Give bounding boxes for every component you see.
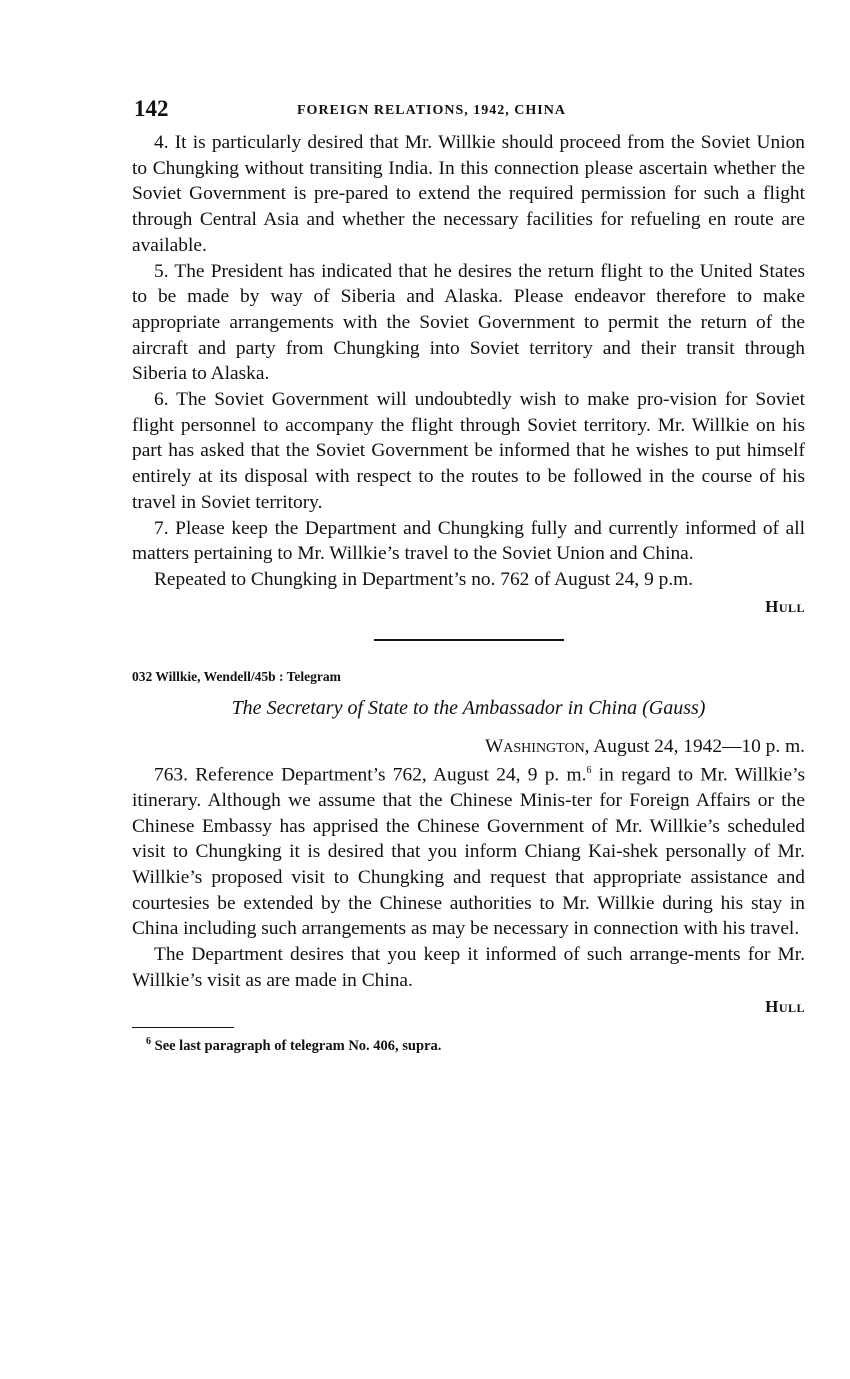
page-header: [132, 96, 805, 130]
page-number: 142: [134, 96, 169, 121]
dateline-place: Washington,: [484, 735, 590, 757]
repeated-note: Repeated to Chungking in Department’s no. 762 of August 24, 9 p.m.: [154, 568, 694, 590]
telegram-paragraph-2: The Department desires that you keep it informed of such arrange-ments for Mr. Willkie’s visit as are made in China.: [132, 944, 805, 991]
footnote: [132, 1036, 805, 1055]
footnote-reference[interactable]: 6: [586, 764, 592, 776]
telegram-paragraph-1-rest: in regard to Mr. Willkie’s itinerary. Although we assume that the Chinese Minis-ter for Foreign Affairs or the Chinese Embassy has apprised the Chinese Government of Mr. Willkie’s scheduled visit to Chungking it is desired that you inform Chiang Kai-shek personally of Mr. Willkie’s proposed visit to Chungking and request that appropriate assistance and courtesies be extended by the Chinese authorities to Mr. Willkie during his stay in China including such arrangements as may be necessary in connection with his travel.: [132, 764, 806, 940]
dateline-date: August 24, 1942—10 p. m.: [589, 735, 805, 757]
running-head: FOREIGN RELATIONS, 1942, CHINA: [297, 103, 566, 118]
footnote-marker: 6: [146, 1036, 151, 1048]
paragraph-5: 5. The President has indicated that he desires the return flight to the United States to be made by way of Siberia and Alaska. Please endeavor therefore to make appropriate arrangements with the Soviet Government to permit the return of the aircraft and party from Chungking into Soviet territory and their transit through Siberia to Alaska.: [132, 260, 805, 385]
paragraph-7: 7. Please keep the Department and Chungking fully and currently informed of all matters pertaining to Mr. Willkie’s travel to the Soviet Union and China.: [132, 517, 805, 565]
signature-hull-2: Hull: [765, 997, 805, 1017]
footnote-rule: [132, 1027, 234, 1028]
file-reference: 032 Willkie, Wendell/45b : Telegram: [132, 668, 341, 684]
document-title: The Secretary of State to the Ambassador in China (Gauss): [231, 696, 706, 719]
paragraph-6: 6. The Soviet Government will undoubtedly wish to make pro-vision for Soviet flight personnel to accompany the flight through Soviet territory. Mr. Willkie on his part has asked that the Soviet Government be informed that he wishes to put himself entirely at its disposal with respect to the routes to be followed in the course of his travel in Soviet territory.: [132, 389, 805, 513]
telegram-paragraph-1: [132, 758, 805, 942]
document-page: [132, 96, 805, 1055]
footnote-text: See last paragraph of telegram No. 406, supra.: [151, 1038, 442, 1055]
dateline: [132, 736, 805, 758]
signature-hull-1: Hull: [765, 596, 805, 616]
section-divider: [374, 639, 564, 641]
paragraph-4: 4. It is particularly desired that Mr. Willkie should proceed from the Soviet Union to Chungking without transiting India. In this connection please ascertain whether the Soviet Government is pre-pared to extend the required permission for such a flight through Central Asia and whether the necessary facilities for refueling en route are available.: [132, 132, 805, 256]
telegram-paragraph-1-start: 763. Reference Department’s 762, August 24, 9 p. m.: [154, 764, 587, 786]
